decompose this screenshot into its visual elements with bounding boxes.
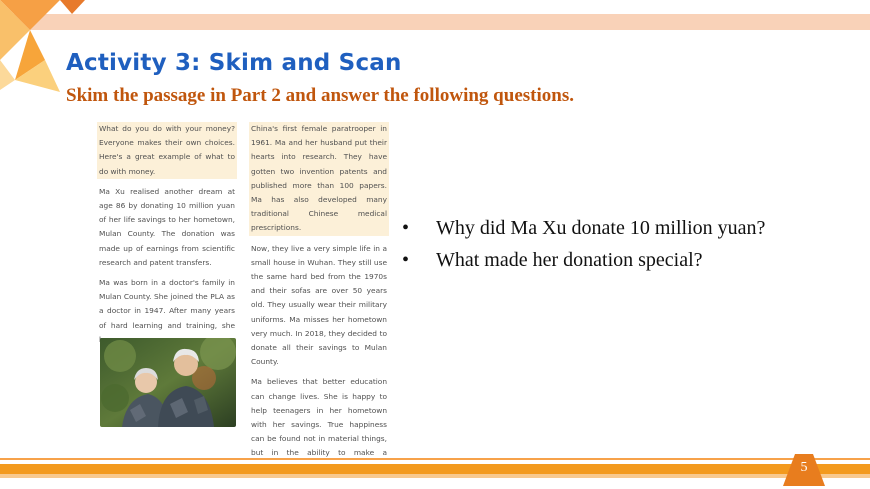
passage-left-column (97, 122, 237, 353)
question-list (402, 214, 765, 278)
bullet-icon: • (402, 249, 410, 271)
passage-paragraph: Ma Xu realised another dream at age 86 by donating 10 million yuan of her life savings to her hometown, Mulan County. The donation was made up of earnings from scientific research and patent transfers. (99, 186, 235, 267)
passage-paragraph: Now, they live a very simple life in a small house in Wuhan. They still use the same hard bed from the 1970s and their sofas are over 50 years old. They usually wear their military uniforms. Ma misses her hometown very much. In 2018, they decided to donate all their savings to Mulan County. (251, 243, 387, 367)
instruction-subtitle: Skim the passage in Part 2 and answer the following questions. (66, 85, 574, 106)
passage-paragraph: Ma was born in a doctor's family in Mulan County. She joined the PLA as a doctor in 1947. After many years of hard learning and training, she (99, 278, 235, 330)
question-item (402, 246, 765, 278)
page-title: Activity 3: Skim and Scan (66, 50, 402, 76)
footer-orange-bar (0, 464, 870, 474)
question-text: What made her donation special? (436, 249, 703, 271)
page-number: 5 (800, 460, 808, 475)
passage-paragraph: What do you do with your money? Everyone makes their own choices. Here's a great example of what to do with money. (97, 122, 237, 179)
passage-paragraph: China's first female paratrooper in 1961. Ma and her husband put their hearts into research. They have gotten two invention patents and published more than 100 papers. Ma has also developed many traditional Chinese medical prescriptions. (249, 122, 389, 236)
passage-right-column (249, 122, 389, 481)
question-item (402, 214, 765, 246)
footer-light-bar (0, 474, 870, 478)
top-decorative-band (0, 14, 870, 30)
passage-paragraph: Ma believes that better education can change lives. She is happy to help teenagers in her hometown with her savings. True happiness can be found not in material things, but in the ability to make a (251, 377, 387, 458)
bullet-icon: • (402, 217, 410, 239)
footer-thin-line (0, 458, 870, 460)
ma-xu-couple-photo (100, 338, 236, 427)
question-text: Why did Ma Xu donate 10 million yuan? (436, 217, 766, 239)
